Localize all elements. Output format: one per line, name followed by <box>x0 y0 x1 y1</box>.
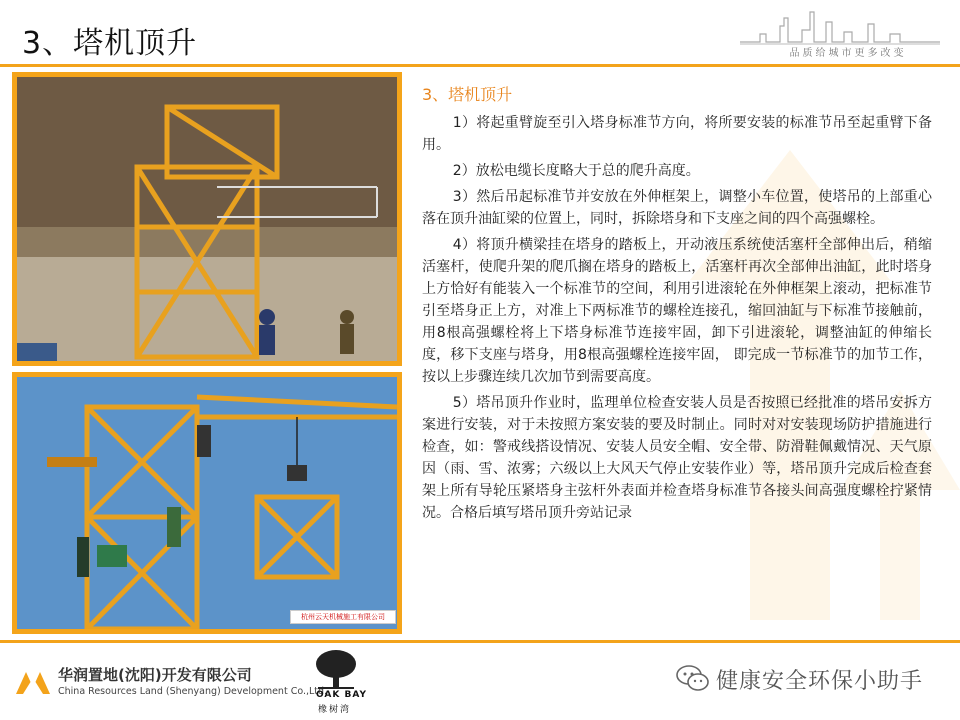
slide-title: 3、塔机顶升 <box>22 26 198 61</box>
paragraph-step-3: 3）然后吊起标准节并安放在外伸框架上，调整小车位置，使塔吊的上部重心落在顶升油缸梁的位置上，同时，拆除塔身和下支座之间的四个高强螺栓。 <box>422 189 932 227</box>
title-divider <box>0 64 960 67</box>
content-panel <box>422 84 932 528</box>
company-name-en: China Resources Land (Shenyang) Development Co.,Ltd. <box>58 686 328 697</box>
tower-crane-bottom-image <box>17 377 397 629</box>
oak-bay-label: OAK BAY <box>316 690 367 700</box>
paragraph-step-5: 5）塔吊顶升作业时，监理单位检查安装人员是否按照已经批准的塔吊安拆方案进行安装，对于未按照方案安装的要及时制止。同时对对安装现场防护措施进行检查，如：警戒线搭设情况、安装人员安全帽、安全带、防滑鞋佩戴情况、天气原因（雨、雪、浓雾；六级以上大风天气停止安装作业）等，塔吊顶升完成后检查套架上所有导轮压紧塔身主弦杆外表面并检查塔身标准节各接头间高强度螺栓拧紧情况。合格后填写塔吊顶升旁站记录 <box>422 395 932 521</box>
header-slogan: 品质给城市更多改变 <box>789 48 907 59</box>
photo-caption: 杭州云天机械施工有限公司 <box>290 610 396 624</box>
footer-divider <box>0 640 960 643</box>
tower-crane-top-image <box>17 77 397 361</box>
paragraph-step-1: 1）将起重臂旋至引入塔身标准节方向，将所要安装的标准节吊至起重臂下备用。 <box>422 115 932 153</box>
oak-bay-label-cn: 橡树湾 <box>318 705 352 715</box>
wechat-account-name: 健康安全环保小助手 <box>716 669 924 694</box>
tower-crane-photo-bottom <box>12 372 402 634</box>
oak-tree-logo-icon <box>312 648 360 690</box>
paragraph-step-4: 4）将顶升横梁挂在塔身的踏板上，开动液压系统使活塞杆全部伸出后，稍缩活塞杆，使爬升架的爬爪搁在塔身的踏板上，活塞杆再次全部伸出油缸，此时塔身上方恰好有能装入一个标准节的空间，利用引进滚轮在外伸框架上滚动，把标准节引至塔身正上方，对准上下两标准节的螺栓连接孔，缩回油缸与下标准节接触前，用8根高强螺栓将上下塔身标准节连接牢固，卸下引进滚轮，调整油缸的伸缩长度，移下支座与塔身，用8根高强螺栓连接牢固， 即完成一节标准节的加节工作，按以上步骤连续几次加节到需要高度。 <box>422 237 932 385</box>
china-resources-logo-icon <box>14 658 54 696</box>
paragraph-step-2: 2）放松电缆长度略大于总的爬升高度。 <box>452 163 700 179</box>
company-name-cn: 华润置地(沈阳)开发有限公司 <box>58 666 252 684</box>
tower-crane-photo-top <box>12 72 402 366</box>
wechat-icon <box>676 664 710 692</box>
content-heading: 3、塔机顶升 <box>422 85 513 104</box>
